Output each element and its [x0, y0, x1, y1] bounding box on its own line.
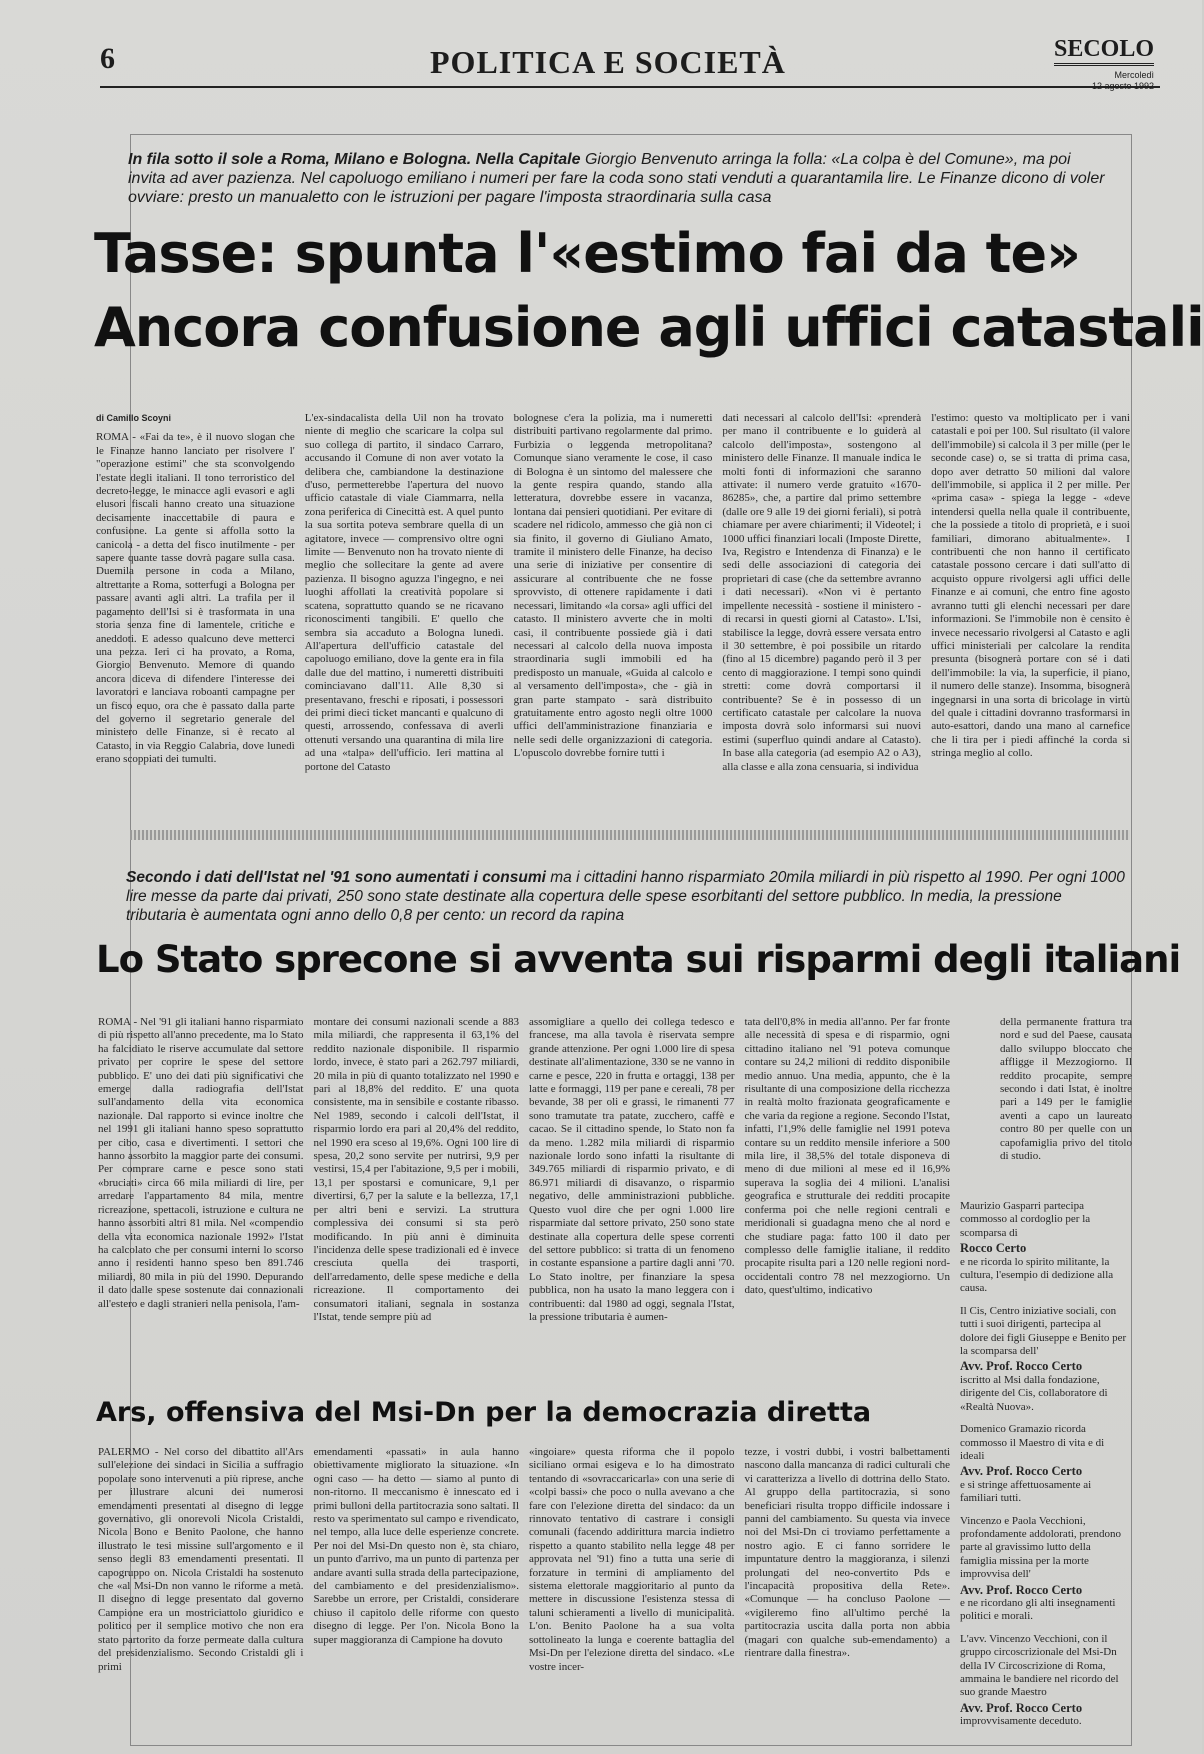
article3-column-3: «ingoiare» questa riforma che il popolo siciliano ormai esigeva e lo ha dimostrato tentando di «sovraccaricarla» con una serie di «colpi bassi» che poco o nulla avevano a che fare con l'elezione diretta del sindaco: da un rinnovato tentativo di castrare i consigli comunali (facendo addirittura marcia indietro rispetto a quanto stabilito nella legge 48 per approvata nel '91) fino a tutta una serie di forzature in termini di ampliamento del sistema elettorale maggioritario al punto da mettere in discussione l'esistenza stessa di taluni schieramenti a livello di municipalità. L'on. Benito Paolone ha a sua volta sottolineato la lunga e coerente battaglia del Msi-Dn per l'elezione diretta del sindaco. «Le vostre incer-	[529, 1446, 735, 1673]
dateline	[1092, 70, 1154, 92]
section-title: POLITICA E SOCIETÀ	[430, 44, 786, 80]
article2-column-3: assomigliare a quello dei collega tedesco e francese, ma alla tavola è riservata sempre grande attenzione. Per ogni 1.000 lire di spesa destinate all'alimentazione, 330 se ne vanno in carne e pesce, 220 in frutta e ortaggi, 138 per latte e formaggi, 119 per pane e cereali, 78 per bevande, 38 per oli e grassi, le rimanenti 77 sono tramutate tra patate, zucchero, caffè e cacao. Se il cittadino spende, lo Stato non fa da meno. 1.282 mila miliardi di risparmio nazionale lordo sono infatti la risultante di 349.765 miliardi di risparmio privato, e di 86.971 miliardi di disavanzo, o risparmio negativo, delle amministrazioni pubbliche. Questo vuol dire che per ogni 1.000 lire risparmiate dal settore privato, 250 sono state destinate alla copertura delle spese correnti del settore pubblico: si tratta di un fenomeno in costante espansione a partire dagli anni '70. Lo Stato inoltre, per finanziare la spesa pubblica, non ha usato la mano leggera con i contribuenti: dal 1980 ad oggi, segnala l'Istat, la pressione tributaria è aumen-	[529, 1016, 735, 1323]
newspaper-logo: SECOLO	[1054, 36, 1154, 66]
obituary-notice	[960, 1305, 1130, 1414]
article2-headline: Lo Stato sprecone si avventa sui risparmi degli italiani	[96, 938, 1181, 981]
notice-text-2: iscritto al Msi dalla fondazione, dirigente del Cis, collaboratore di «Realtà Nuova».	[960, 1373, 1108, 1413]
article1-column-1	[96, 412, 295, 816]
page-number: 6	[100, 42, 115, 75]
article2-kicker-bold: Secondo i dati dell'Istat nel '91 sono aumentati i consumi	[126, 869, 546, 886]
article1-column-5: l'estimo: questo va moltiplicato per i vani catastali e poi per 100. Sul risultato (il valore dell'immobile) si calcola il 3 per mille (per le seconde case) o, se si tratta di prima casa, dopo aver detratto 50 milioni dal valore dell'immobile, si applica il 2 per mille. Per «prima casa» - spiega la legge - «deve intendersi quella nella quale il contribuente, che la possiede a titolo di proprietà, e i suoi familiari, dimorano abitualmente». I contribuenti che non hanno il certificato catastale possono cercare i dati sull'atto di acquisto oppure rivolgersi agli uffici delle Finanze e ai comuni, che entro fine agosto avranno tutti gli elenchi necessari per dare informazioni. Se l'immobile non è censito è invece necessario rivolgersi al Catasto e agli uffici ministeriali per calcolare la rendita presunta (bisognerà portare con sé i dati dell'immobile: la via, la superficie, il piano, il numero delle stanze). Insomma, bisognerà ingegnarsi in una sorta di bricolage in virtù del quale i cittadini dovranno trasformarsi in auto-esattori, dando una mano al carnefice che li tira per i piedi affinché la corda si stringa meglio al collo.	[931, 412, 1130, 760]
article1-kicker-bold: In fila sotto il sole a Roma, Milano e Bologna. Nella Capitale	[128, 151, 581, 168]
article1-headline-2: Ancora confusione agli uffici catastali	[94, 296, 1204, 359]
article2-columns	[98, 1016, 950, 1378]
article2-column-4: tata dell'0,8% in media all'anno. Per far fronte alle necessità di spesa e di risparmio, ogni cittadino italiano nel '91 poteva comunque contare su 24,2 milioni di reddito disponibile medio annuo. Una media, appunto, che è la risultante di una composizione della ricchezza in realtà molto frazionata geograficamente e che varia da regione a regione. Secondo l'Istat, infatti, l'1,9% delle famiglie nel 1991 poteva contare su un reddito mensile inferiore a 500 mila lire, il 38,5% del totale disponeva di meno di due milioni al mese ed il 16,9% superava la soglia dei 4 milioni. L'analisi geografica e strutturale dei redditi procapite conferma poi che nelle regioni centrali e meridionali si guadagna meno che al nord e che studiare paga: fatto 100 il dato per complesso delle famiglie italiane, il reddito procapite risulta pari a 120 nelle regioni nord-occidentali contro 78 nel mezzogiorno. Un dato, quest'ultimo, indicativo	[744, 1016, 950, 1297]
obituary-notice	[960, 1633, 1130, 1729]
obituary-notice	[960, 1515, 1130, 1624]
notice-text: L'avv. Vincenzo Vecchioni, con il gruppo circoscrizionale del Msi-Dn della IV Circoscrizione di Roma, ammaina le bandiere nel ricordo del suo grande Maestro	[960, 1632, 1119, 1699]
article3-columns	[98, 1446, 950, 1742]
article1-column-2: L'ex-sindacalista della Uil non ha trovato niente di meglio che scaricare la colpa sul suo collega di partito, il sindaco Carraro, accusando il Comune di non aver votato la delibera che, cambiandone la destinazione d'uso, permetterebbe l'apertura del nuovo ufficio catastale di viale Ciammarra, nella zona periferica di Cinecittà est. A quel punto la sua sortita poteva sembrare quella di un agitatore, invece — comprensivo oltre ogni limite — Benvenuto non ha trovato niente di meglio che sollecitare la gente ad avere pazienza. Il bisogno aguzza l'ingegno, e nei luoghi affollati la creatività popolare si scatena, soprattutto quando se ne ricavano riconoscimenti tangibili. E' quello che sembra sia accaduto a Bologna lunedì. All'apertura dell'ufficio catastale del capoluogo emiliano, dove la gente era in fila dalle due del mattino, i numeretti distribuiti cominciavano dall'11. Alle 8,30 si presentavano, freschi e riposati, i possessori dei primi dieci ticket mancanti e qualcuno di questi, arrossendo, confessava di averli ottenuti versando una quarantina di mila lire ad una «talpa» dell'ufficio. Ieri mattina al portone del Catasto	[304, 412, 504, 773]
notice-text: Vincenzo e Paola Vecchioni, profondamente addolorati, prendono parte al gravissimo lutto della famiglia missina per la morte improvvisa dell'	[960, 1514, 1121, 1581]
notice-text-2: e si stringe affettuosamente ai familiari tutti.	[960, 1478, 1092, 1505]
article3-column-4: tezze, i vostri dubbi, i vostri balbettamenti nascono dalla mancanza di radici culturali che vi caratterizza a livello di dottrina dello Stato. Al gruppo della partitocrazia, si sono beneficiari risulta troppo difficile indossare i panni del cambiamento. Su questa via invece noi del Msi-Dn ci troviamo perfettamente a nostro agio. E ci fanno sorridere le impuntature dentro la maggioranza, i silenzi prolungati del neo-convertito Pds e l'incapacità propositiva della Rete». «Comunque — ha concluso Paolone — «vigileremo fino all'ultimo perché la partitocrazia uscita dalla porta non abbia (magari con qualche sub-emendamento) a rientrare dalla finestra».	[744, 1446, 950, 1660]
article3-headline: Ars, offensiva del Msi-Dn per la democrazia diretta	[96, 1397, 872, 1428]
obituary-sidebar	[960, 1200, 1130, 1738]
masthead	[100, 28, 1160, 91]
notice-text-2: e ne ricordano gli alti insegnamenti politici e morali.	[960, 1596, 1116, 1623]
section-divider	[130, 830, 1130, 840]
article2-kicker	[126, 868, 1126, 925]
notice-text: Il Cis, Centro iniziative sociali, con tutti i suoi dirigenti, partecipa al dolore dei figli Giuseppe e Benito per la scomparsa dell'	[960, 1304, 1127, 1358]
notice-text-2: improvvisamente deceduto.	[960, 1715, 1082, 1728]
notice-name: Avv. Prof. Rocco Certo	[960, 1700, 1083, 1715]
notice-name: Avv. Prof. Rocco Certo	[960, 1582, 1083, 1597]
obituary-notice	[960, 1200, 1130, 1296]
article3-column-1: PALERMO - Nel corso del dibattito all'Ars sull'elezione dei sindaci in Sicilia a suffragio popolare sono intervenuti a più riprese, anche per illustrare alcuni dei numerosi emendamenti presentati al disegno di legge governativo, gli onorevoli Nicola Cristaldi, Nicola Bono e Benito Paolone, che hanno illustrato le tesi missine sull'argomento e il senso degli 83 emendamenti presentati. Il capogruppo on. Nicola Cristaldi ha sostenuto che «al Msi-Dn non vanno le riforme a metà. Il disegno di legge presentato dal governo Campione era un mostriciattolo giuridico e politico per il semplice motivo che non era stato partorito da forze permeate dalla cultura del presidenzialismo. Secondo Cristaldi gli i primi	[98, 1446, 304, 1673]
article2-kicker-rest: ma i cittadini hanno risparmiato 20mila miliardi in più rispetto al 1990. Per ogni 1000 lire messe da parte dai privati, 250 sono state destinate alla copertura delle spese esorbitanti del settore pubblico. In media, la pressione tributaria è aumentata ogni anno dello 0,8 per cento: un record da rapina	[126, 869, 1125, 924]
article1-headline-1: Tasse: spunta l'«estimo fai da te»	[94, 222, 1080, 285]
article1-column-3: bolognese c'era la polizia, ma i numeretti distribuiti partivano regolarmente dal primo. Furbizia o leggenda metropolitana? Comunque siano veramente le cose, il caso di Bologna è un sintomo del malessere che la gente respira quando, stando alla letteratura, dovrebbe essere in vacanza, lontana dai pensieri quotidiani. Per evitare di scadere nel ridicolo, ammesso che già non ci sia finito, il governo di Giuliano Amato, tramite il ministero delle Finanze, ha deciso una serie di iniziative per consentire di assicurare al contribuente che ne fosse sprovvisto, di ottenere rapidamente i dati necessari, limitando «la corsa» agli uffici del catasto. Il ministero avverte che in molti casi, il contribuente possiede già i dati necessari al calcolo della nuova imposta straordinaria sugli immobili ed ha predisposto un manuale, «Guida al calcolo e al versamento dell'imposta», che - già in gran parte stampato - sarà distribuito gratuitamente entro agosto negli oltre 1000 uffici dell'amministrazione finanziaria e nelle sedi delle organizzazioni di categoria. L'opuscolo dovrebbe fornire tutti i	[513, 412, 713, 760]
notice-text-2: e ne ricorda lo spirito militante, la cultura, l'esempio di dedizione alla causa.	[960, 1255, 1114, 1295]
notice-name: Rocco Certo	[960, 1241, 1027, 1256]
article2-column-1: ROMA - Nel '91 gli italiani hanno risparmiato di più rispetto all'anno precedente, ma lo Stato ha falcidiato le riserve accumulate dal settore privato per coprire le spese del settore pubblico. E' uno dei dati più significativi che emerge dalla radiografia dell'Istat sull'andamento della vita economica nazionale. Dal rapporto si evince inoltre che nel 1991 gli italiani hanno speso soprattutto per cibo, casa e divertimenti. I settori che hanno assorbito la maggior parte dei consumi. Per comprare carne e pesce sono stati «bruciati» circa 66 mila miliardi di lire, per arredare l'appartamento 84 mila, mentre ricreazione, spettacoli, istruzione e cultura ne hanno assorbiti altri 81 mila. Nel «compendio della vita economica nazionale 1992» l'Istat ha calcolato che per consumi interni lo scorso anno i residenti hanno speso ben 891.746 miliardi, 80 mila in più del 1990. Depurando il dato dalle spese sostenute dai connazionali all'estero e dagli stranieri nella penisola, l'am-	[98, 1016, 304, 1310]
article1-kicker-rest: Giorgio Benvenuto arringa la folla: «La colpa è del Comune», ma poi invita ad aver pazienza. Nel capoluogo emiliano i numeri per fare la coda sono stati venduti a quarantamila lire. Le Finanze dicono di voler ovviare: presto un manualetto con le istruzioni per pagare l'imposta straordinaria sulla casa	[128, 151, 1105, 206]
notice-text: Domenico Gramazio ricorda commosso il Maestro di vita e di ideali	[960, 1423, 1105, 1462]
dateline-day: Mercoledì	[1114, 70, 1154, 80]
notice-name: Avv. Prof. Rocco Certo	[960, 1359, 1083, 1374]
article1-kicker	[128, 150, 1108, 207]
article1-columns	[96, 412, 1130, 816]
article1-column-1-text: ROMA - «Fai da te», è il nuovo slogan che le Finanze hanno lanciato per risolvere l' "operazione estimi" che sta sconvolgendo l'estate degli italiani. Il tono terroristico del decreto-legge, le minacce agli evasori e agli elusori fiscali hanno creato una situazione decisamente inaccettabile di paura e confusione. La gente si affolla sotto la canicola - a detta del fisco inutilmente - per sapere quante tasse dovrà pagare sulla casa. Duemila persone in coda a Milano, altrettante a Roma, sotterfugi a Bologna per passare avanti agli altri. La trafila per il pagamento dell'Isi si è trasformata in una storia senza fine di lamentele, critiche e aneddoti. E adesso qualcuno deve metterci una pezza. Ieri ci ha provato, a Roma, Giorgio Benvenuto. Memore di quando ancora diceva di difendere l'interesse dei lavoratori e lanciava roboanti campagne per un fisco equo, ora che è passato dalla parte del governo il segretario generale del ministero delle Finanze, si è recato al Catasto, in via Reggio Calabria, dove lunedì erano scoppiati dei tumulti.	[96, 431, 295, 766]
obituary-notice	[960, 1423, 1130, 1505]
article2-column-2: montare dei consumi nazionali scende a 883 mila miliardi, che rappresenta il 63,1% del reddito nazionale disponibile. Il risparmio lordo, invece, è stato pari a 262.797 miliardi, 20 mila in più di quanto totalizzato nel 1990 e pari al 18,8% del reddito. E' una quota consistente, ma in sensibile e costante ribasso. Nel 1989, secondo i calcoli dell'Istat, il risparmio lordo era pari al 20,4% del reddito, nel 1990 era sceso al 19,6%. Ogni 100 lire di spesa, 20,2 sono servite per nutrirsi, 9,9 per vestirsi, 15,4 per l'abitazione, 9,5 per i mobili, 13,1 per spostarsi e comunicare, 9,1 per divertirsi, 6,7 per la salute e la bellezza, 17,1 per altri beni e servizi. La struttura complessiva dei consumi si sta però modificando. In più anni è diminuita l'incidenza delle spese tradizionali ed è invece cresciuta quella dei trasporti, dell'arredamento, delle spese mediche e della ricreazione. Il comportamento dei consumatori italiani, segnala in sostanza l'Istat, tende sempre più ad	[313, 1016, 519, 1323]
notice-text: Maurizio Gasparri partecipa commosso al cordoglio per la scomparsa di	[960, 1200, 1091, 1239]
notice-name: Avv. Prof. Rocco Certo	[960, 1464, 1083, 1479]
article3-column-2: emendamenti «passati» in aula hanno obiettivamente migliorato la situazione. «In ogni caso — ha detto — siamo al punto di non-ritorno. Il meccanismo è innescato ed i primi bulloni della partitocrazia sono saltati. Il resto va sperimentato sul campo e rivendicato, nel tempo, alla luce delle esperienze concrete. Per noi del Msi-Dn questo non è, sta chiaro, un punto d'arrivo, ma un punto di partenza per andare avanti sulla strada della partecipazione, del cambiamento e del presidenzialismo». Sarebbe un errore, per Cristaldi, considerare chiuso il capitolo delle riforme con questo disegno di legge. Per l'on. Nicola Bono la super maggioranza di Campione ha dovuto	[313, 1446, 519, 1646]
article2-column-5: della permanente frattura tra nord e sud del Paese, causata dallo sviluppo bloccato che affligge il Mezzogiorno. Il reddito procapite, sempre secondo i dati Istat, è inoltre pari a 149 per le famiglie aventi a capo un laureato contro 80 per quelle con un capofamiglia privo del titolo di studio.	[1000, 1016, 1132, 1163]
article1-column-4: dati necessari al calcolo dell'Isi: «prenderà per mano il contribuente e lo guiderà al calcolo dell'imposta», sostengono al ministero delle Finanze. Il manuale indica le molti fonti di informazioni che saranno attivate: il numero verde gratuito «1670-86285», che, a partire dal primo settembre (dalle ore 9 alle 19 dei giorni feriali), si potrà chiamare per avere chiarimenti; il Videotel; i 1000 uffici finanziari locali (Imposte Dirette, Iva, Registro e Intendenza di Finanza) e le sedi delle associazioni di categoria dei proprietari di case (che da settembre avranno i dati necessari). «Non vi è pertanto impellente necessità - sostiene il ministero - di recarsi in questi giorni al Catasto». L'Isi, stabilisce la legge, dovrà essere versata entro il 30 settembre, è poi possibile un ritardo (fino al 15 dicembre) pagando però il 3 per cento di maggiorazione. I tempi sono quindi stretti: come dovrà comportarsi il contribuente? Se è in possesso di un certificato catastale per calcolare la nuova imposta dovrà solo informarsi sui nuovi estimi (superfluo quindi andare al Catasto). In base alla categoria (ad esempio A2 o A3), alla classe e alla zona censuaria, si individua	[722, 412, 922, 773]
dateline-date: 12 agosto 1992	[1091, 81, 1154, 91]
byline: di Camillo Scoyni	[96, 413, 172, 423]
